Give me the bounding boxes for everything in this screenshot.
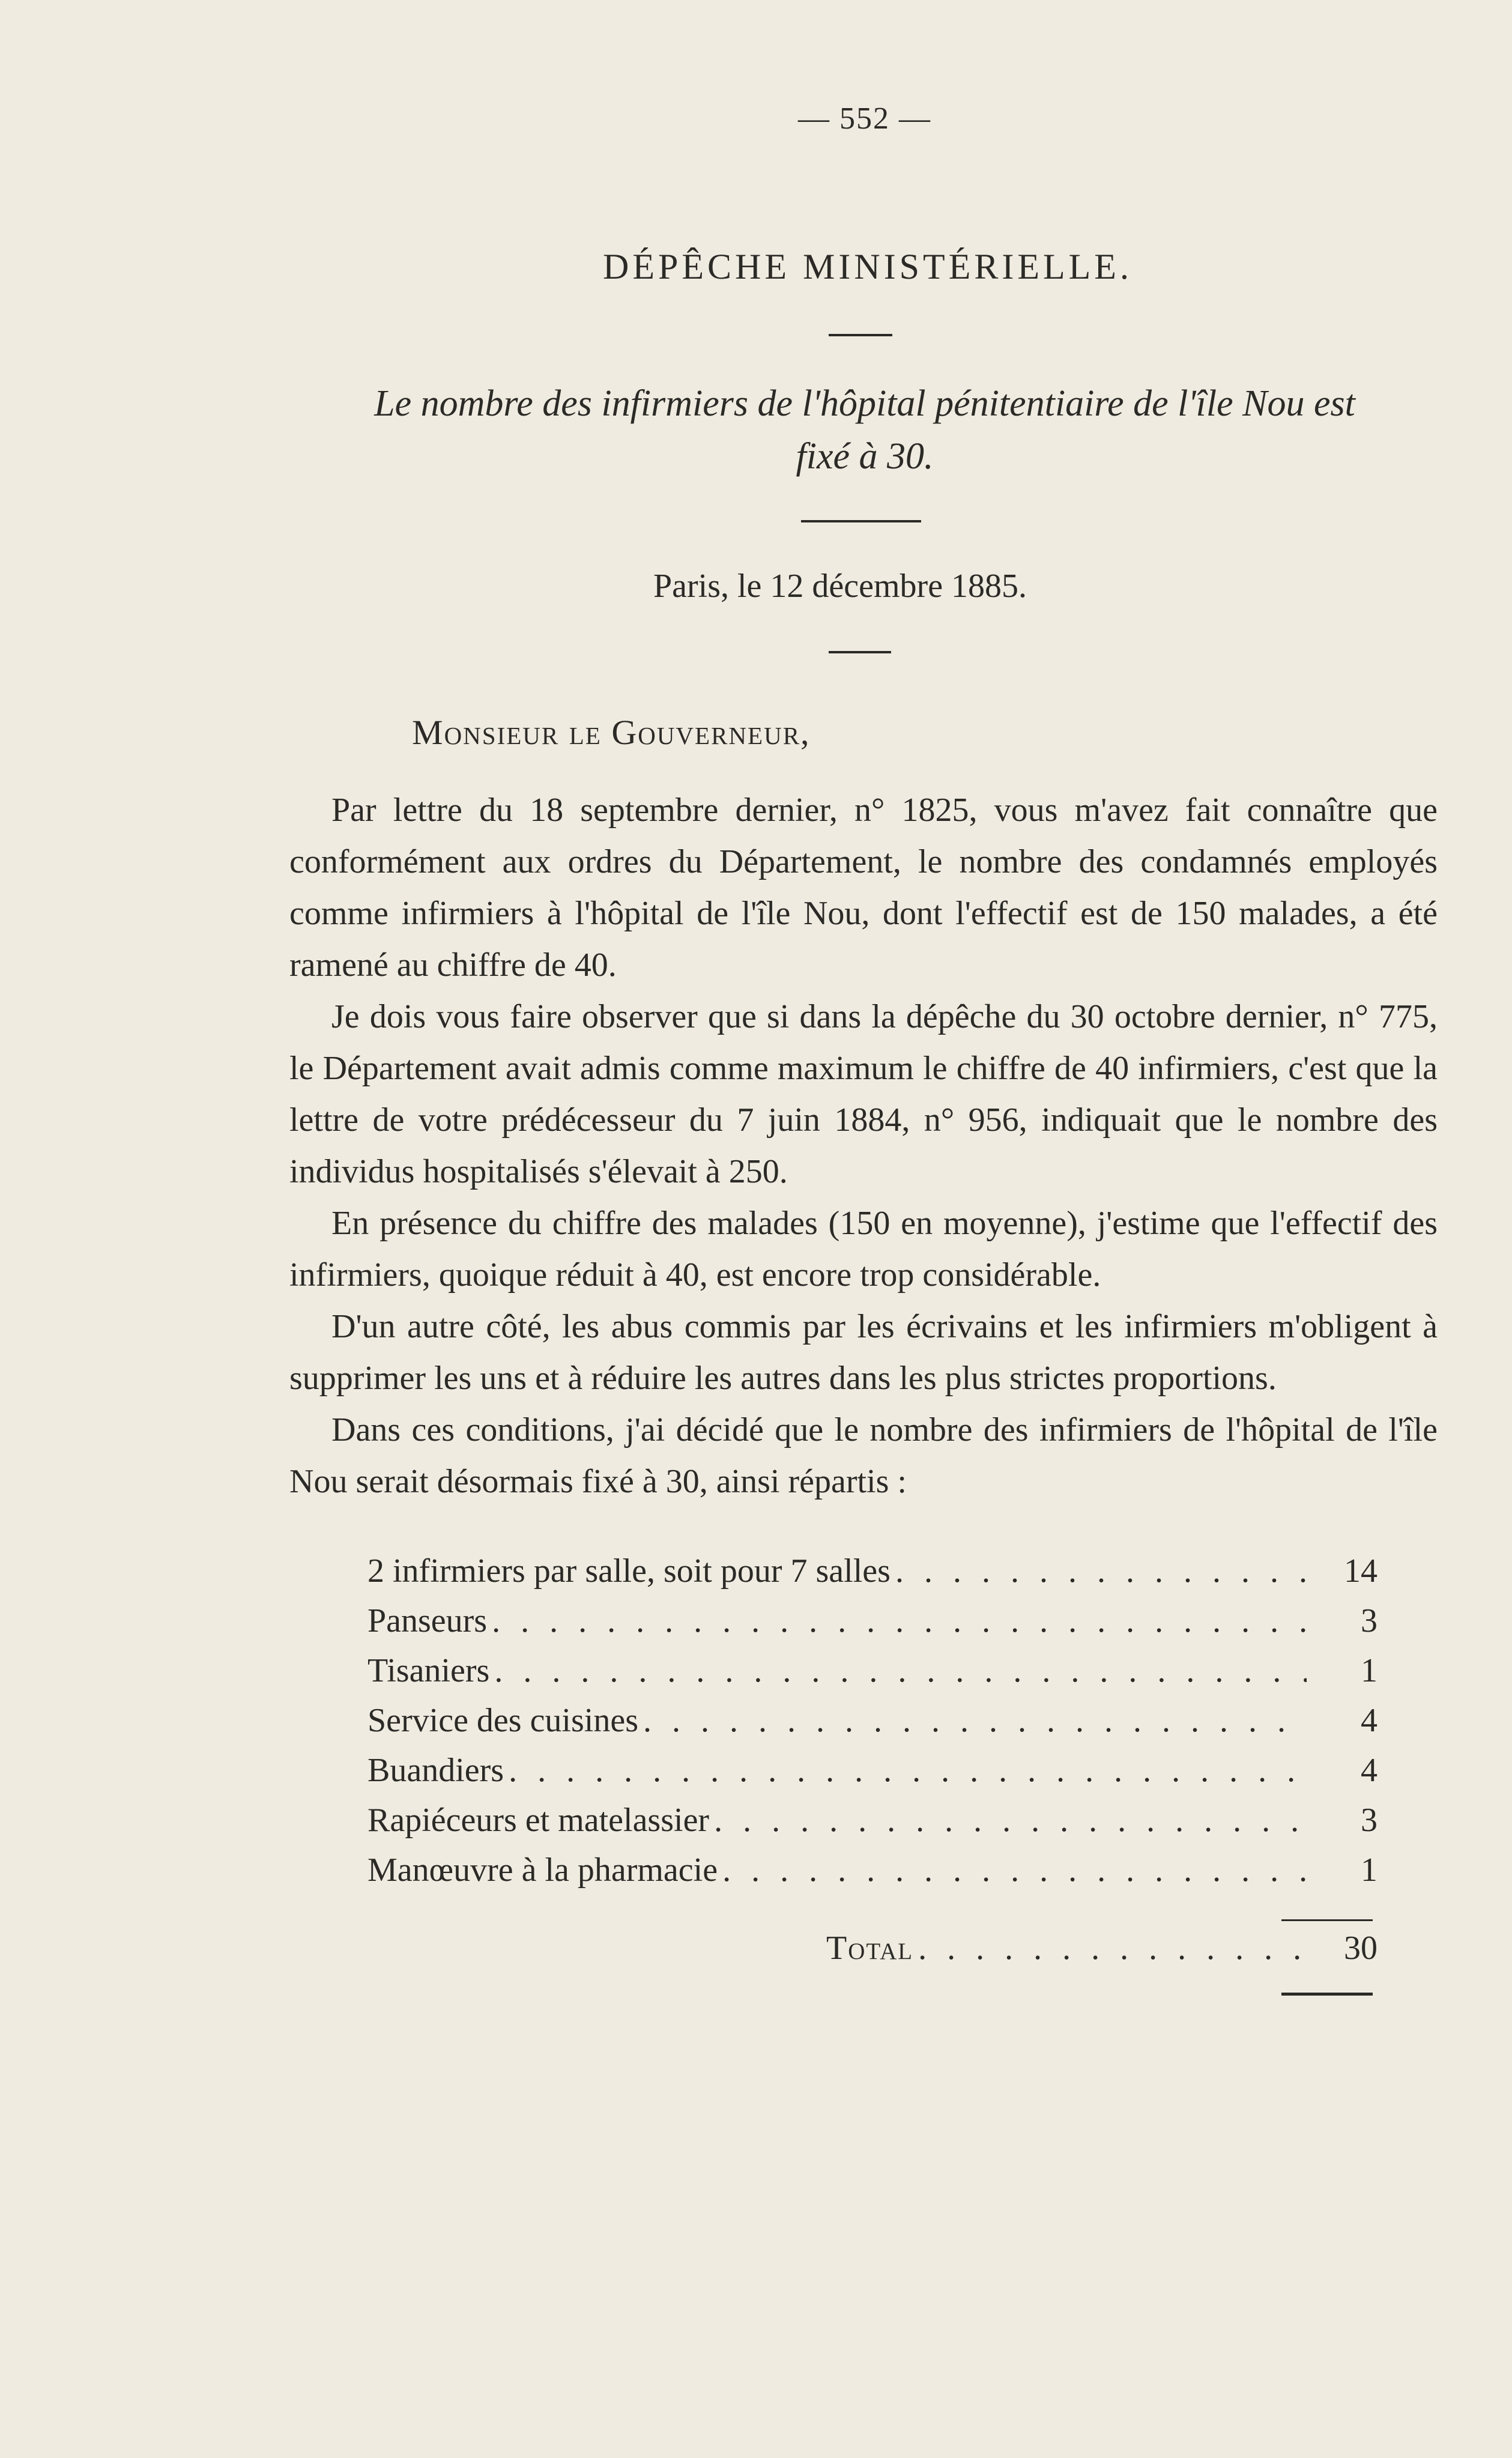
page-number: — 552 — bbox=[798, 101, 931, 136]
total-row bbox=[826, 1929, 1377, 1967]
row-label: Buandiers bbox=[367, 1752, 504, 1789]
table-row bbox=[367, 1602, 1377, 1651]
row-label: Manœuvre à la pharmacie bbox=[367, 1851, 718, 1889]
row-label: 2 infirmiers par salle, soit pour 7 salles bbox=[367, 1552, 891, 1590]
date-divider bbox=[829, 651, 891, 653]
salutation: Monsieur le Gouverneur, bbox=[412, 713, 811, 752]
title-divider bbox=[829, 334, 892, 336]
row-label: Panseurs bbox=[367, 1602, 488, 1639]
row-value: 14 bbox=[1344, 1552, 1377, 1590]
table-row bbox=[367, 1651, 1377, 1701]
row-value: 4 bbox=[1361, 1702, 1377, 1739]
row-value: 4 bbox=[1361, 1752, 1377, 1789]
total-rule bbox=[1281, 1919, 1373, 1921]
dot-leader bbox=[494, 1651, 1307, 1690]
table-row bbox=[367, 1701, 1377, 1751]
dot-leader bbox=[492, 1602, 1307, 1640]
dot-leader bbox=[714, 1801, 1307, 1839]
table-row bbox=[367, 1851, 1377, 1901]
place-date: Paris, le 12 décembre 1885. bbox=[653, 568, 1027, 605]
row-label: Service des cuisines bbox=[367, 1702, 638, 1739]
row-value: 3 bbox=[1361, 1802, 1377, 1839]
paragraph: Par lettre du 18 septembre dernier, n° 1825, vous m'avez fait connaître que conformément aux ordres du Département, le nombre des condamnés employés comme infirmiers à l'hôpital de l'île Nou, dont l'effectif est de 150 malades, a été ramené au chiffre de 40. bbox=[289, 792, 1438, 984]
paragraph: En présence du chiffre des malades (150 en moyenne), j'estime que l'effectif des infirmiers, quoique réduit à 40, est encore trop considérable. bbox=[289, 1205, 1438, 1294]
paragraph: D'un autre côté, les abus commis par les écrivains et les infirmiers m'obligent à supprimer les uns et à réduire les autres dans les plus strictes proportions. bbox=[289, 1308, 1438, 1397]
dot-leader bbox=[918, 1929, 1307, 1967]
row-value: 3 bbox=[1361, 1602, 1377, 1639]
table-row bbox=[367, 1552, 1377, 1602]
row-value: 1 bbox=[1361, 1851, 1377, 1889]
document-subtitle: Le nombre des infirmiers de l'hôpital pénitentiaire de l'île Nou est fixé à 30. bbox=[374, 383, 1355, 477]
subtitle-divider bbox=[801, 520, 921, 522]
dot-leader bbox=[722, 1851, 1307, 1889]
row-label: Rapiéceurs et matelassier bbox=[367, 1802, 710, 1839]
dot-leader bbox=[895, 1552, 1307, 1590]
table-row bbox=[367, 1751, 1377, 1801]
total-label: Total bbox=[826, 1930, 914, 1967]
paragraph: Je dois vous faire observer que si dans la dépêche du 30 octobre dernier, n° 775, le Département avait admis comme maximum le chiffre de 40 infirmiers, c'est que la lettre de votre prédécesseur du 7 juin 1884, n° 956, indiquait que le nombre des individus hospitalisés s'élevait à 250. bbox=[289, 998, 1438, 1190]
total-underline bbox=[1281, 1993, 1373, 1996]
table-row bbox=[367, 1801, 1377, 1851]
dot-leader bbox=[643, 1701, 1307, 1740]
letter-body bbox=[289, 784, 1438, 1507]
staff-allocation-table bbox=[367, 1552, 1377, 1901]
paragraph: Dans ces conditions, j'ai décidé que le nombre des infirmiers de l'hôpital de l'île Nou serait désormais fixé à 30, ainsi répartis : bbox=[289, 1411, 1438, 1500]
row-value: 1 bbox=[1361, 1652, 1377, 1689]
row-label: Tisaniers bbox=[367, 1652, 490, 1689]
document-title: DÉPÊCHE MINISTÉRIELLE. bbox=[603, 247, 1132, 286]
total-value: 30 bbox=[1344, 1930, 1377, 1967]
dot-leader bbox=[509, 1751, 1307, 1790]
